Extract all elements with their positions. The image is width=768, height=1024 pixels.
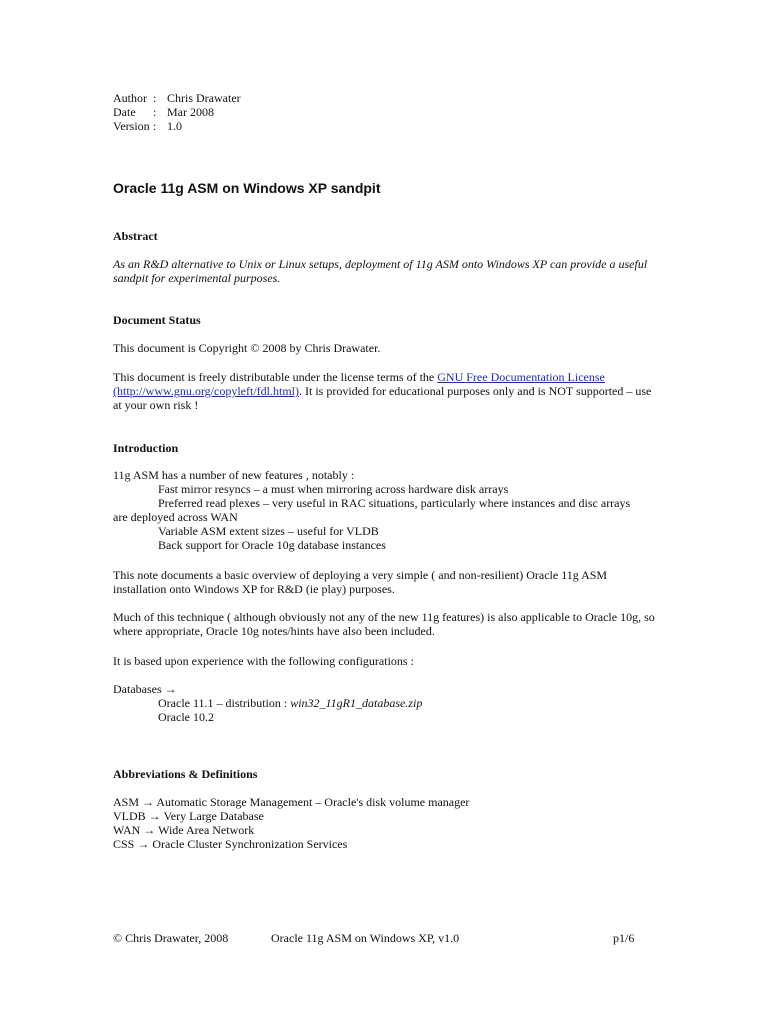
status-heading: Document Status bbox=[113, 313, 201, 327]
document-metadata bbox=[113, 91, 241, 133]
intro-para-config: It is based upon experience with the following configurations : bbox=[113, 654, 414, 668]
feature-item: Preferred read plexes – very useful in RAC situations, particularly where instances and disc arrays bbox=[158, 496, 631, 510]
databases-block bbox=[113, 682, 658, 724]
license-text-pre: This document is freely distributable under the license terms of the bbox=[113, 370, 438, 384]
feature-item: Fast mirror resyncs – a must when mirroring across hardware disk arrays bbox=[158, 482, 509, 496]
database-file-name: win32_11gR1_database.zip bbox=[290, 696, 423, 710]
database-item: Oracle 10.2 bbox=[158, 710, 214, 724]
footer-page-number: p1/6 bbox=[613, 931, 635, 945]
meta-author-row bbox=[113, 91, 241, 105]
databases-label: Databases → bbox=[113, 682, 177, 696]
footer-copyright: © Chris Drawater, 2008 bbox=[113, 931, 229, 945]
status-license bbox=[113, 370, 658, 412]
abstract-heading: Abstract bbox=[113, 229, 158, 243]
document-title: Oracle 11g ASM on Windows XP sandpit bbox=[113, 180, 381, 196]
intro-para-overview: This note documents a basic overview of deploying a very simple ( and non-resilient) Oracle 11g ASM installation onto Windows XP for R&D (ie play) purposes. bbox=[113, 568, 608, 596]
meta-date-row bbox=[113, 105, 241, 119]
meta-date-value: Mar 2008 bbox=[167, 105, 214, 119]
page-footer bbox=[113, 931, 643, 945]
gnu-license-link[interactable]: GNU Free Documentation License bbox=[437, 370, 605, 384]
meta-version-row bbox=[113, 119, 241, 133]
meta-version-value: 1.0 bbox=[167, 119, 182, 133]
abbrev-list bbox=[113, 795, 658, 851]
feature-item: Variable ASM extent sizes – useful for VLDB bbox=[158, 524, 379, 538]
gnu-license-url-link[interactable]: (http://www.gnu.org/copyleft/fdl.html) bbox=[113, 384, 299, 398]
meta-sep: : bbox=[153, 105, 157, 119]
footer-doc-title: Oracle 11g ASM on Windows XP, v1.0 bbox=[271, 931, 460, 945]
license-text-post: . It is provided for educational purposes only and is NOT supported – use at your own risk ! bbox=[113, 384, 652, 412]
abbrev-item: VLDB → Very Large Database bbox=[113, 809, 264, 823]
meta-author-key: Author bbox=[113, 91, 147, 105]
meta-version-key: Version bbox=[113, 119, 150, 133]
abbrev-heading: Abbreviations & Definitions bbox=[113, 767, 258, 781]
intro-heading: Introduction bbox=[113, 441, 179, 455]
meta-sep: : bbox=[153, 91, 157, 105]
status-copyright: This document is Copyright © 2008 by Chris Drawater. bbox=[113, 341, 381, 355]
abbrev-item: CSS → Oracle Cluster Synchronization Services bbox=[113, 837, 348, 851]
abbrev-item: ASM → Automatic Storage Management – Oracle's disk volume manager bbox=[113, 795, 470, 809]
database-item-label: Oracle 11.1 – distribution : bbox=[158, 696, 291, 710]
intro-lead: 11g ASM has a number of new features , notably : bbox=[113, 468, 355, 482]
abbrev-item: WAN → Wide Area Network bbox=[113, 823, 255, 837]
meta-author-value: Chris Drawater bbox=[167, 91, 241, 105]
feature-list bbox=[113, 482, 658, 552]
abstract-text: As an R&D alternative to Unix or Linux setups, deployment of 11g ASM onto Windows XP can provide a useful sandpit for experimental purposes. bbox=[113, 257, 648, 285]
intro-para-technique: Much of this technique ( although obviously not any of the new 11g features) is also applicable to Oracle 10g, so where appropriate, Oracle 10g notes/hints have also been included. bbox=[113, 610, 655, 638]
meta-sep: : bbox=[153, 119, 157, 133]
feature-item-continued: are deployed across WAN bbox=[113, 510, 238, 524]
meta-date-key: Date bbox=[113, 105, 136, 119]
database-item bbox=[113, 696, 658, 710]
feature-item: Back support for Oracle 10g database instances bbox=[158, 538, 386, 552]
